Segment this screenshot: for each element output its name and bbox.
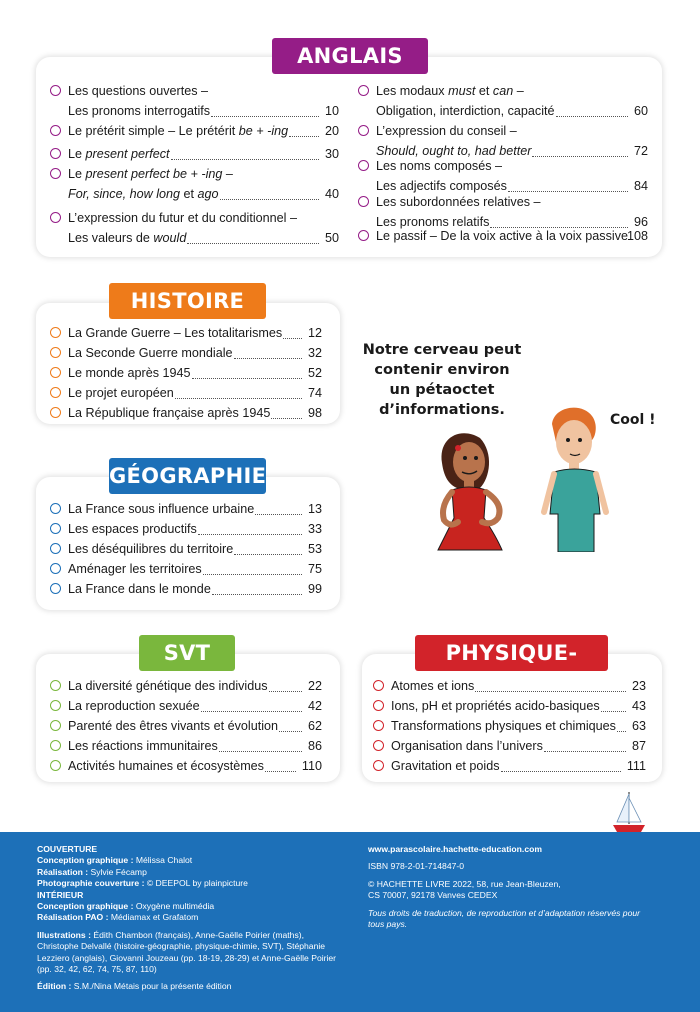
toc-entry-label: Les questions ouvertes – — [68, 84, 209, 98]
dot-leader — [219, 751, 302, 752]
bullet-circle-icon — [50, 543, 61, 554]
page-number: 63 — [631, 719, 646, 733]
toc-entry[interactable] — [358, 121, 648, 161]
page-number: 62 — [307, 719, 322, 733]
interieur-heading: INTÉRIEUR — [37, 889, 84, 900]
dot-leader — [192, 378, 302, 379]
toc-entry[interactable] — [50, 383, 322, 403]
toc-entry-label: Transformations physiques et chimiques — [391, 719, 616, 733]
credit-line: Conception graphique : Oxygène multimédia — [37, 901, 215, 912]
toc-entry[interactable] — [373, 716, 646, 736]
svt-header: SVT — [139, 635, 235, 671]
toc-entry-label: La Seconde Guerre mondiale — [68, 346, 233, 360]
page-number: 33 — [307, 522, 322, 536]
page-number: 23 — [631, 679, 646, 693]
toc-entry-label: Activités humaines et écosystèmes — [68, 759, 264, 773]
page-number: 86 — [307, 739, 322, 753]
bullet-circle-icon — [50, 327, 61, 338]
page-number: 110 — [301, 759, 322, 773]
toc-entry-label: Aménager les territoires — [68, 562, 202, 576]
toc-entry[interactable] — [50, 81, 339, 121]
copyright: © HACHETTE LIVRE 2022, 58, rue Jean-Bleuzen, — [368, 878, 561, 889]
toc-entry-label: Parenté des êtres vivants et évolution — [68, 719, 279, 733]
toc-entry-label: Organisation dans l’univers — [391, 739, 543, 753]
credits-left — [37, 844, 337, 993]
toc-entry-label: Atomes et ions — [391, 679, 475, 693]
toc-entry[interactable] — [50, 559, 322, 579]
bullet-circle-icon — [358, 196, 369, 207]
woman-illustration — [420, 418, 530, 553]
toc-entry-label-2: Les pronoms interrogatifs — [68, 104, 211, 118]
page-number: 22 — [307, 679, 322, 693]
bullet-circle-icon — [373, 760, 384, 771]
page-number: 84 — [633, 179, 648, 193]
bullet-circle-icon — [50, 740, 61, 751]
page-number: 87 — [631, 739, 646, 753]
dot-leader — [271, 418, 302, 419]
toc-entry-label: La République française après 1945 — [68, 406, 271, 420]
bullet-circle-icon — [50, 125, 61, 136]
toc-entry-label: Le projet européen — [68, 386, 174, 400]
toc-entry[interactable] — [50, 323, 322, 343]
toc-entry-label: Gravitation et poids — [391, 759, 500, 773]
credits-right — [368, 844, 658, 930]
page-number: 111 — [626, 759, 646, 773]
dot-leader — [255, 514, 302, 515]
bullet-circle-icon — [358, 125, 369, 136]
toc-entry[interactable] — [50, 499, 322, 519]
dot-leader — [175, 398, 302, 399]
toc-entry[interactable] — [373, 696, 646, 716]
dot-leader — [265, 771, 296, 772]
bubble-line: un pétaoctet — [389, 382, 495, 398]
bullet-circle-icon — [373, 700, 384, 711]
toc-entry-label: Ions, pH et propriétés acido-basiques — [391, 699, 600, 713]
toc-entry-label: La Grande Guerre – Les totalitarismes — [68, 326, 283, 340]
page-number: 13 — [307, 502, 322, 516]
page-number: 12 — [307, 326, 322, 340]
dot-leader — [475, 691, 626, 692]
page-number: 99 — [307, 582, 322, 596]
dot-leader — [289, 136, 319, 137]
page-number: 42 — [307, 699, 322, 713]
toc-entry-label: Les réactions immunitaires — [68, 739, 218, 753]
toc-entry[interactable] — [50, 756, 322, 776]
page-number: 53 — [307, 542, 322, 556]
toc-entry-label: La France sous influence urbaine — [68, 502, 255, 516]
toc-entry[interactable] — [50, 144, 339, 164]
toc-entry[interactable] — [373, 736, 646, 756]
toc-entry-label: Le monde après 1945 — [68, 366, 191, 380]
toc-entry[interactable] — [358, 81, 648, 121]
bullet-circle-icon — [50, 700, 61, 711]
rights-notice: Tous droits de traduction, de reproduction et d’adaptation réservés pour tous pays. — [368, 907, 640, 930]
dot-leader — [201, 711, 302, 712]
page-number: 40 — [324, 187, 339, 201]
bullet-circle-icon — [358, 85, 369, 96]
page-number: 108 — [626, 229, 648, 243]
toc-entry[interactable] — [50, 343, 322, 363]
bullet-circle-icon — [50, 563, 61, 574]
credit-line: Conception graphique : Mélissa Chalot — [37, 855, 193, 866]
dot-leader — [269, 691, 302, 692]
bubble-line: contenir environ — [374, 362, 510, 378]
dot-leader — [617, 731, 626, 732]
toc-entry[interactable] — [50, 696, 322, 716]
dot-leader — [544, 751, 626, 752]
toc-entry-label: Les déséquilibres du territoire — [68, 542, 234, 556]
toc-entry-label: Le present perfect be + -ing – — [68, 167, 233, 181]
toc-entry-label: L’expression du conseil – — [376, 124, 517, 138]
cool-speech: Cool ! — [610, 412, 656, 428]
page-number: 43 — [631, 699, 646, 713]
page-number: 52 — [307, 366, 322, 380]
dot-leader — [187, 243, 319, 244]
bullet-circle-icon — [50, 523, 61, 534]
bullet-circle-icon — [50, 85, 61, 96]
toc-entry[interactable] — [50, 403, 322, 423]
bullet-circle-icon — [50, 168, 61, 179]
toc-entry-label-2: Obligation, interdiction, capacité — [376, 104, 555, 118]
bullet-circle-icon — [373, 740, 384, 751]
bullet-circle-icon — [358, 230, 369, 241]
toc-entry[interactable] — [373, 756, 646, 776]
dot-leader — [283, 338, 302, 339]
page-number: 32 — [307, 346, 322, 360]
toc-entry[interactable] — [50, 208, 339, 248]
toc-entry-label-2: Les valeurs de would — [68, 231, 187, 245]
toc-entry-label: Les espaces productifs — [68, 522, 197, 536]
anglais-header: ANGLAIS — [272, 38, 428, 74]
page-number: 96 — [633, 215, 648, 229]
bullet-circle-icon — [50, 347, 61, 358]
toc-entry[interactable] — [50, 121, 339, 141]
page-number: 30 — [324, 147, 339, 161]
dot-leader — [556, 116, 628, 117]
page-number: 50 — [324, 231, 339, 245]
toc-entry-label: Les modaux must et can – — [376, 84, 524, 98]
toc-entry[interactable] — [373, 676, 646, 696]
page-number: 20 — [324, 124, 339, 138]
page-number: 98 — [307, 406, 322, 420]
physique-header: PHYSIQUE-CHIMIE — [415, 635, 608, 671]
bubble-line: d’informations. — [379, 402, 505, 418]
address: CS 70007, 92178 Vanves CEDEX — [368, 890, 498, 901]
bullet-circle-icon — [373, 720, 384, 731]
dot-leader — [234, 358, 302, 359]
dot-leader — [234, 554, 302, 555]
toc-entry-label: Le passif – De la voix active à la voix passive — [376, 229, 628, 243]
toc-entry[interactable] — [50, 579, 322, 599]
sailboat-icon — [611, 790, 647, 834]
bullet-circle-icon — [50, 680, 61, 691]
credit-line: Réalisation PAO : Médiamax et Grafatom — [37, 912, 199, 923]
page-number: 74 — [307, 386, 322, 400]
page-number: 75 — [307, 562, 322, 576]
geographie-header: GÉOGRAPHIE — [109, 458, 266, 494]
speech-bubble — [358, 340, 526, 420]
page-number: 72 — [633, 144, 648, 158]
dot-leader — [212, 594, 302, 595]
page-number: 10 — [324, 104, 339, 118]
website-link[interactable]: www.parascolaire.hachette-education.com — [368, 844, 542, 854]
bullet-circle-icon — [358, 160, 369, 171]
bubble-line: Notre cerveau peut — [362, 342, 522, 358]
man-illustration — [538, 402, 618, 552]
dot-leader — [279, 731, 302, 732]
toc-entry-label: L’expression du futur et du conditionnel – — [68, 211, 297, 225]
dot-leader — [203, 574, 302, 575]
dot-leader — [171, 159, 319, 160]
toc-entry-label: Le present perfect — [68, 147, 170, 161]
credit-line: Photographie couverture : © DEEPOL by plainpicture — [37, 878, 248, 889]
dot-leader — [601, 711, 626, 712]
toc-entry-label: La reproduction sexuée — [68, 699, 200, 713]
toc-entry[interactable] — [50, 716, 322, 736]
dot-leader — [198, 534, 302, 535]
credit-line: Édition : S.M./Nina Métais pour la présente édition — [37, 981, 232, 992]
page-number: 60 — [633, 104, 648, 118]
toc-entry[interactable] — [50, 164, 339, 204]
bullet-circle-icon — [373, 680, 384, 691]
toc-entry-label-2: Les adjectifs composés — [376, 179, 507, 193]
bullet-circle-icon — [50, 212, 61, 223]
bullet-circle-icon — [50, 583, 61, 594]
toc-entry-label: La diversité génétique des individus — [68, 679, 268, 693]
toc-entry-label: Le prétérit simple – Le prétérit be + -ing — [68, 124, 289, 138]
bullet-circle-icon — [50, 720, 61, 731]
toc-entry-label-2: Should, ought to, had better — [376, 144, 532, 158]
toc-entry[interactable] — [50, 363, 322, 383]
credit-line: Illustrations : Édith Chambon (français), Anne-Gaëlle Poirier (maths), Christophe Delvallé (histoire-géographie, physique-chimie, SVT), Stéphanie Lezziero (anglais), Giovanni Jouzeau (pp. 18-19, 28-29) et Anne-Gaëlle Poirier (pp. 32, 42, 62, 74, 75, 87, 110) — [37, 929, 337, 975]
isbn: ISBN 978-2-01-714847-0 — [368, 861, 465, 872]
bullet-circle-icon — [50, 503, 61, 514]
toc-entry[interactable] — [358, 156, 648, 196]
dot-leader — [220, 199, 319, 200]
credit-line: Réalisation : Sylvie Fécamp — [37, 866, 147, 877]
toc-entry[interactable] — [50, 736, 322, 756]
bullet-circle-icon — [50, 367, 61, 378]
dot-leader — [211, 116, 319, 117]
bullet-circle-icon — [50, 148, 61, 159]
toc-entry[interactable] — [50, 519, 322, 539]
colophon-footer — [0, 832, 700, 1012]
bullet-circle-icon — [50, 387, 61, 398]
toc-entry-label: Les noms composés – — [376, 159, 502, 173]
toc-entry-label-2: Les pronoms relatifs — [376, 215, 490, 229]
toc-entry-label: Les subordonnées relatives – — [376, 195, 541, 209]
histoire-header: HISTOIRE — [109, 283, 266, 319]
bullet-circle-icon — [50, 760, 61, 771]
toc-entry[interactable] — [50, 676, 322, 696]
toc-entry[interactable] — [50, 539, 322, 559]
bullet-circle-icon — [50, 407, 61, 418]
couverture-heading: COUVERTURE — [37, 844, 98, 854]
toc-entry[interactable] — [358, 226, 648, 246]
toc-entry-label-2: For, since, how long et ago — [68, 187, 219, 201]
toc-entry-label: La France dans le monde — [68, 582, 211, 596]
dot-leader — [501, 771, 621, 772]
